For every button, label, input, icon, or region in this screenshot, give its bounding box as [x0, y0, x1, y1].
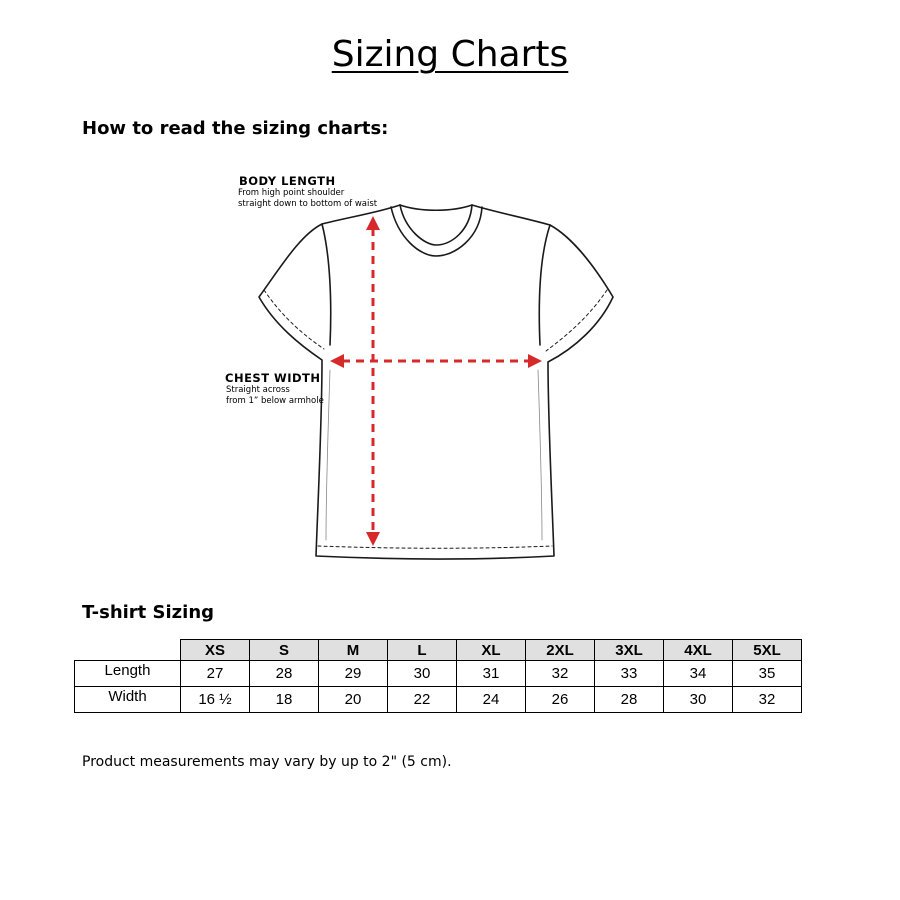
header-blank-cell [75, 640, 181, 661]
size-header: 4XL [664, 640, 733, 661]
size-header: M [319, 640, 388, 661]
row-label: Width [75, 687, 181, 713]
size-header: XS [181, 640, 250, 661]
chest-width-heading: CHEST WIDTH [225, 371, 321, 385]
size-header: XL [457, 640, 526, 661]
table-cell: 24 [457, 687, 526, 713]
body-length-line2: straight down to bottom of waist [238, 199, 378, 209]
table-row-length [75, 661, 802, 687]
table-cell: 22 [388, 687, 457, 713]
measurement-note: Product measurements may vary by up to 2" (5 cm). [82, 754, 452, 770]
size-header-row [75, 640, 802, 661]
table-cell: 18 [250, 687, 319, 713]
size-table [74, 639, 802, 713]
table-cell: 31 [457, 661, 526, 687]
page-title: Sizing Charts [331, 34, 569, 75]
size-header: L [388, 640, 457, 661]
table-cell: 33 [595, 661, 664, 687]
size-header: 5XL [733, 640, 802, 661]
table-cell: 30 [664, 687, 733, 713]
howto-heading: How to read the sizing charts: [82, 118, 389, 139]
table-cell: 28 [595, 687, 664, 713]
size-header: 3XL [595, 640, 664, 661]
table-cell: 26 [526, 687, 595, 713]
chest-width-line1: Straight across [226, 385, 290, 395]
table-cell: 27 [181, 661, 250, 687]
body-length-heading: BODY LENGTH [239, 174, 336, 188]
table-cell: 16 ½ [181, 687, 250, 713]
chest-width-arrow [330, 354, 542, 368]
table-cell: 35 [733, 661, 802, 687]
table-cell: 29 [319, 661, 388, 687]
row-label: Length [75, 661, 181, 687]
table-cell: 30 [388, 661, 457, 687]
size-header: S [250, 640, 319, 661]
chest-width-line2: from 1” below armhole [226, 396, 324, 406]
table-cell: 32 [733, 687, 802, 713]
table-cell: 20 [319, 687, 388, 713]
tshirt-sizing-heading: T-shirt Sizing [82, 602, 215, 623]
table-cell: 32 [526, 661, 595, 687]
size-header: 2XL [526, 640, 595, 661]
body-length-line1: From high point shoulder [238, 188, 345, 198]
table-cell: 34 [664, 661, 733, 687]
table-cell: 28 [250, 661, 319, 687]
body-length-arrow [366, 216, 380, 546]
table-row-width [75, 687, 802, 713]
